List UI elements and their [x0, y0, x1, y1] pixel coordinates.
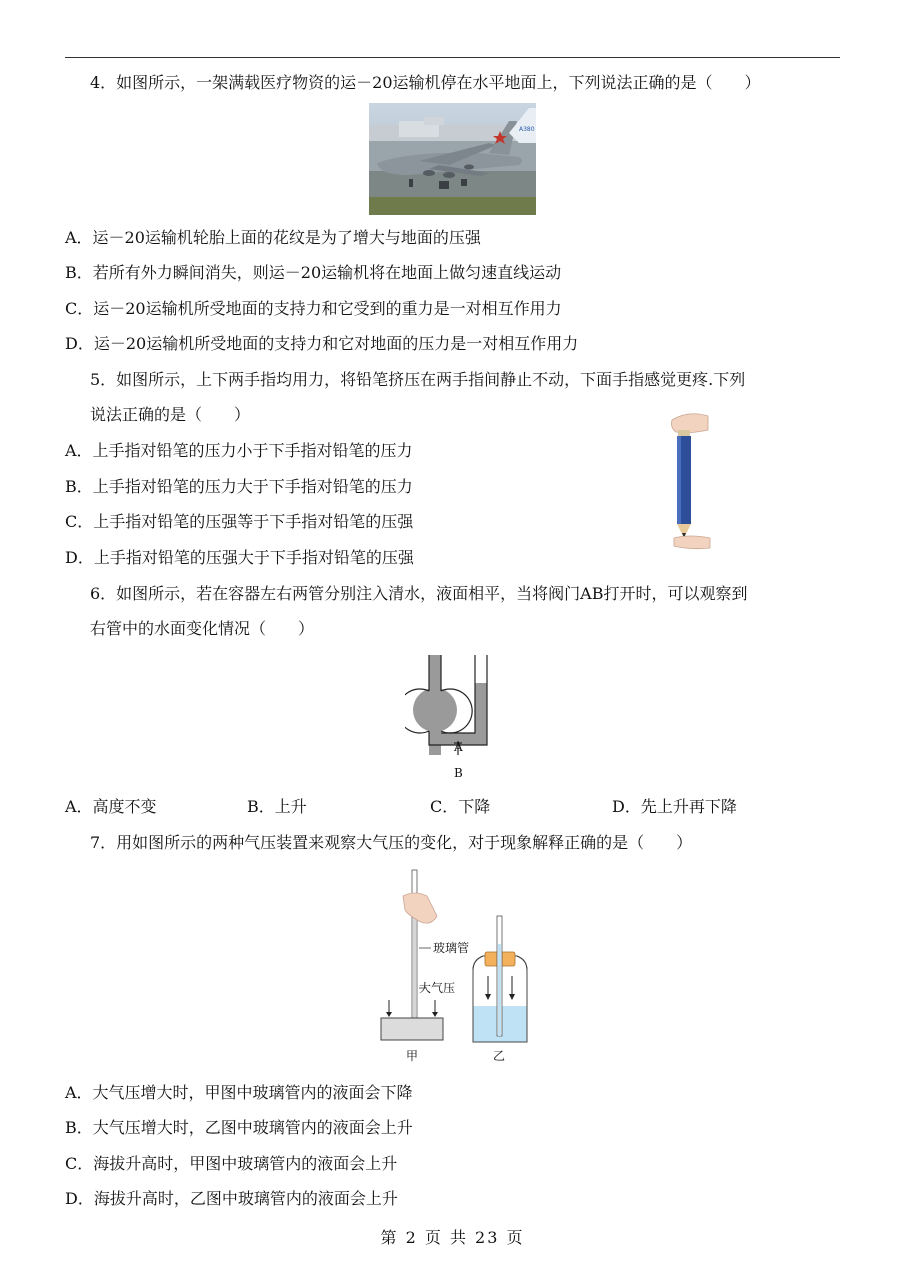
- q4-option-c: C．运－20运输机所受地面的支持力和它受到的重力是一对相互作用力: [65, 299, 562, 318]
- page-footer: 第 2 页 共 23 页: [380, 1228, 525, 1247]
- question-5-stem-line1: 5．如图所示，上下两手指均用力，将铅笔挤压在两手指间静止不动，下面手指感觉更疼.下列: [90, 370, 746, 389]
- question-6-stem-line2: 右管中的水面变化情况（ ）: [90, 619, 315, 638]
- q6-option-b: B．上升: [247, 797, 307, 816]
- valve-label-a: A: [454, 740, 463, 754]
- q7-option-d: D．海拔升高时，乙图中玻璃管内的液面会上升: [65, 1189, 398, 1208]
- q6-option-d: D．先上升再下降: [612, 797, 737, 816]
- barometer-figures: [375, 866, 535, 1046]
- q4-option-d: D．运－20运输机所受地面的支持力和它对地面的压力是一对相互作用力: [65, 334, 579, 353]
- question-5-stem-line2: 说法正确的是（ ）: [90, 405, 251, 424]
- label-figure-yi: 乙: [493, 1049, 506, 1063]
- q6-option-a: A．高度不变: [65, 797, 157, 816]
- header-rule: [65, 57, 840, 58]
- question-4-stem: 4．如图所示，一架满载医疗物资的运－20运输机停在水平地面上，下列说法正确的是（ ）: [90, 73, 761, 92]
- q5-option-d: D．上手指对铅笔的压强大于下手指对铅笔的压强: [65, 548, 414, 567]
- question-7-stem: 7．用如图所示的两种气压装置来观察大气压的变化，对于现象解释正确的是（ ）: [90, 833, 693, 852]
- q4-option-a: A．运－20运输机轮胎上面的花纹是为了增大与地面的压强: [65, 228, 481, 247]
- label-glass-tube: 玻璃管: [433, 941, 470, 955]
- valve-label-b: B: [454, 766, 463, 780]
- q6-option-c: C．下降: [430, 797, 491, 816]
- q5-option-c: C．上手指对铅笔的压强等于下手指对铅笔的压强: [65, 512, 414, 531]
- label-atmospheric-pressure: 大气压: [419, 981, 456, 995]
- label-figure-jia: 甲: [406, 1049, 419, 1063]
- q5-option-b: B．上手指对铅笔的压力大于下手指对铅笔的压力: [65, 477, 413, 496]
- q7-option-c: C．海拔升高时，甲图中玻璃管内的液面会上升: [65, 1154, 398, 1173]
- q7-option-a: A．大气压增大时，甲图中玻璃管内的液面会下降: [65, 1083, 413, 1102]
- tail-text: A380: [519, 126, 535, 133]
- q4-option-b: B．若所有外力瞬间消失，则运－20运输机将在地面上做匀速直线运动: [65, 263, 562, 282]
- q5-option-a: A．上手指对铅笔的压力小于下手指对铅笔的压力: [65, 441, 413, 460]
- q7-option-b: B．大气压增大时，乙图中玻璃管内的液面会上升: [65, 1118, 413, 1137]
- question-6-stem-line1: 6．如图所示，若在容器左右两管分别注入清水，液面相平，当将阀门AB打开时，可以观察到: [90, 584, 748, 603]
- pencil-between-fingers-figure: [662, 410, 714, 550]
- transport-plane-photo: [369, 103, 536, 215]
